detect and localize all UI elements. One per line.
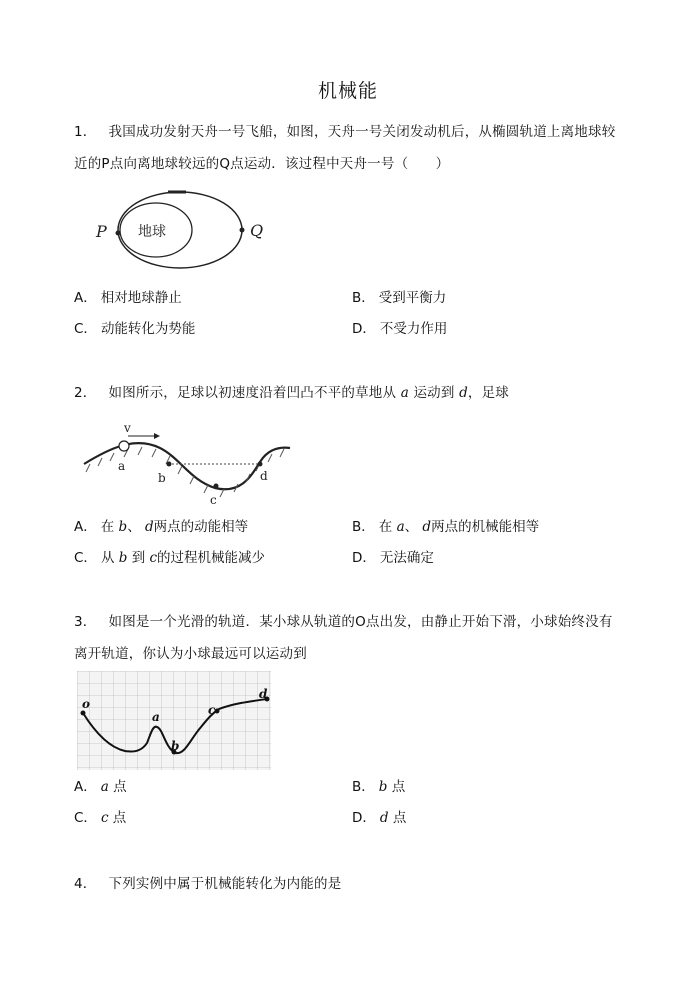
- question-1-option-b[interactable]: B． 受到平衡力: [352, 290, 447, 306]
- earth-label: 地球: [138, 224, 166, 240]
- point-d-label: d: [259, 687, 268, 701]
- point-p-dot: [116, 231, 121, 236]
- question-3-option-a[interactable]: A． a 点: [74, 779, 127, 795]
- question-4-number: 4．: [74, 876, 97, 892]
- question-1: [74, 116, 634, 180]
- question-1-text-1: 我国成功发射天舟一号飞船，如图，天舟一号关闭发动机后，从椭圆轨道上离地球较: [108, 124, 616, 140]
- question-2-option-c[interactable]: C． 从 b 到 c的过程机械能减少: [74, 550, 266, 566]
- point-q-label: Q: [250, 221, 264, 240]
- question-1-line-1: [74, 116, 634, 148]
- question-3-option-d[interactable]: D． d 点: [352, 810, 407, 826]
- page-title: 机械能: [317, 80, 378, 102]
- question-2-options: [74, 512, 634, 574]
- point-c-label: c: [210, 493, 217, 507]
- point-c-label: c: [208, 703, 216, 717]
- point-a-label: a: [152, 710, 160, 724]
- point-b-label: b: [171, 739, 180, 753]
- question-1-line-2: 近的P点向离地球较远的Q点运动．该过程中天舟一号（ ）: [74, 156, 450, 172]
- orbit-figure: [90, 186, 290, 276]
- question-4-line-1: 4． 下列实例中属于机械能转化为内能的是: [74, 876, 342, 892]
- question-2-number: 2．: [74, 385, 97, 401]
- point-c-dot: [214, 484, 219, 489]
- question-3-option-b[interactable]: B． b 点: [352, 779, 406, 795]
- question-1-number: 1．: [74, 124, 97, 140]
- velocity-label: v: [124, 421, 131, 435]
- point-b-dot: [167, 462, 172, 467]
- question-2-option-b[interactable]: B． 在 a、 d两点的机械能相等: [352, 519, 540, 535]
- question-2-line-1: 2． 如图所示，足球以初速度沿着凹凸不平的草地从 a 运动到 d，足球: [74, 385, 510, 401]
- question-1-option-c[interactable]: C． 动能转化为势能: [74, 321, 196, 337]
- orbit-ellipse: [118, 192, 242, 268]
- point-o-dot: [81, 711, 86, 716]
- question-1-option-d[interactable]: D． 不受力作用: [352, 321, 448, 337]
- question-2-option-a[interactable]: A． 在 b、 d两点的动能相等: [74, 519, 249, 535]
- question-2: [74, 377, 634, 409]
- question-2-option-d[interactable]: D． 无法确定: [352, 550, 434, 566]
- point-d-label: d: [260, 469, 268, 483]
- point-d-dot: [258, 462, 263, 467]
- point-p-label: P: [96, 222, 107, 241]
- point-a-label: a: [118, 459, 126, 473]
- question-3-option-c[interactable]: C． c 点: [74, 810, 127, 826]
- question-3-options: [74, 772, 634, 834]
- point-b-label: b: [158, 471, 166, 485]
- question-3-number: 3．: [74, 614, 97, 630]
- question-3-line-1: 3． 如图是一个光滑的轨道．某小球从轨道的O点出发，由静止开始下滑，小球始终没有: [74, 614, 613, 630]
- question-3-line-2: 离开轨道，你认为小球最远可以运动到: [74, 646, 307, 662]
- point-o-label: o: [82, 697, 91, 711]
- question-3: [74, 606, 634, 670]
- football-terrain-figure: [80, 418, 295, 510]
- football-ball: [119, 441, 129, 451]
- question-1-option-a[interactable]: A． 相对地球静止: [74, 290, 182, 306]
- question-1-options: [74, 283, 634, 345]
- grid-lines: [77, 671, 271, 770]
- point-q-dot: [240, 228, 245, 233]
- track-figure: [77, 671, 271, 770]
- velocity-arrowhead: [154, 433, 160, 439]
- question-4: [74, 868, 634, 900]
